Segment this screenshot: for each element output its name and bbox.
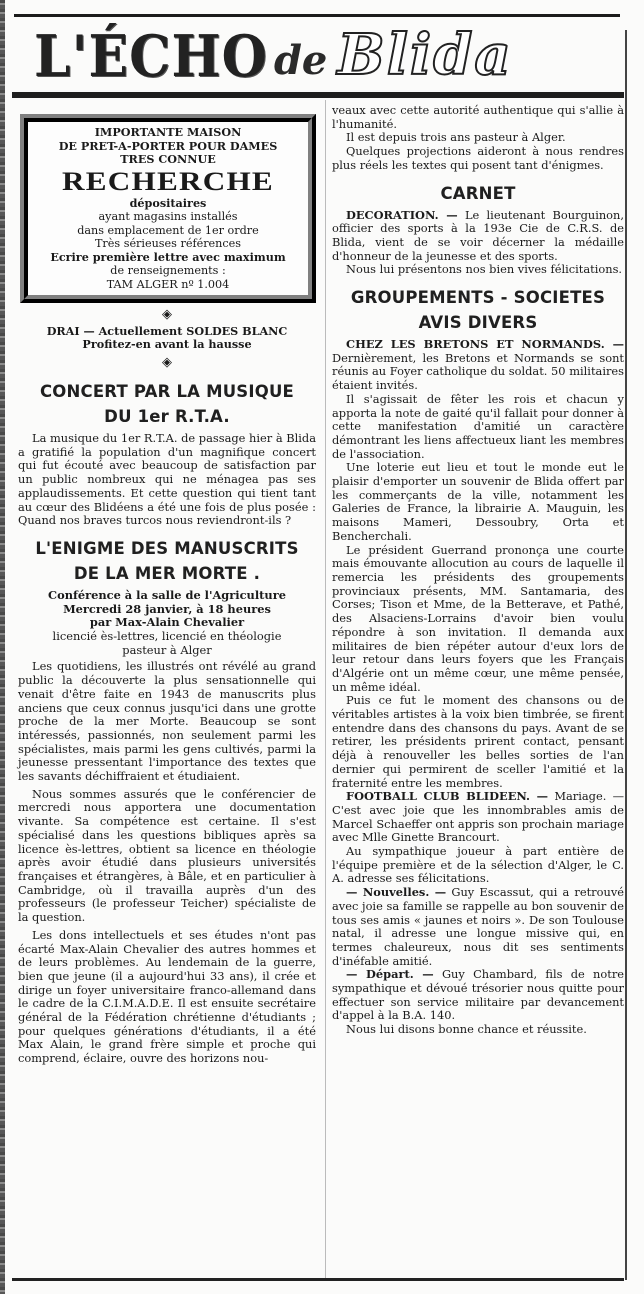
event-info: pasteur à Alger [122,642,212,657]
section-lead: CHEZ LES BRETONS ET NORMANDS. — [346,337,624,352]
paragraph-text: Dernièrement, les Bretons et Normands se sont réunis au Foyer catholique du soldat. 50 militaires étaient invités. [332,350,624,393]
paragraph-text: Le lieutenant Bourguinon, officier des sports à la 193e Cie de C.R.S. de Blida, vient de se voir décerner la médaille d'honneur de la jeunesse et des sports. [332,207,624,263]
event-info: par Max-Alain Chevalier [89,615,245,630]
masthead [14,14,620,91]
diamond-ornament-icon: ◈ [162,355,172,370]
headline-line: DU 1er R.T.A. [104,407,230,426]
ad-line: DE PRET-A-PORTER POUR DAMES [58,138,278,153]
ad-line: Ecrire première lettre avec maximum [50,249,286,264]
masthead-rule [12,92,624,98]
enigme-article [18,660,316,1065]
article-paragraph: Quelques projections aideront à nous rendres plus réels les textes qui posent tant d'énigmes. [332,144,624,172]
ad-line: IMPORTANTE MAISON [94,125,242,139]
event-info: licencié ès-lettres, licencié en théologie [52,629,282,644]
page-border [625,30,627,1280]
enigme-article-continued [332,104,624,173]
ad-line: TRES CONNUE [120,152,216,166]
paragraph-text: Guy Chambard, fils de notre sympathique et dévoué trésorier nous quitte pour effectuer son service militaire par devancement d'appel à la B.A. 140. [332,967,625,1023]
headline-line: CARNET [440,183,516,203]
groupements-headline [332,285,624,335]
article-paragraph [332,209,624,264]
article-paragraph: Une loterie eut lieu et tout le monde eut le plaisir d'emporter un souvenir de Blida offert par les commerçants de la ville, notamment les Galeries de France, la librairie A. Mauguin, les maisons Mameri, Dessoubry, Orta et Bencherchali. [332,460,624,543]
article-paragraph: Au sympathique joueur à part entière de l'équipe première et de la sélection d'Alger, le C. A. adresse ses félicitations. [332,844,624,886]
article-paragraph [332,338,624,393]
section-lead: — Départ. — [346,967,434,982]
concert-article [18,432,316,528]
article-paragraph: Nous lui présentons nos bien vives félicitations. [346,262,623,277]
ad-line: ayant magasins installés [98,210,238,223]
ad-headline: RECHERCHE [62,166,274,196]
article-paragraph: Le président Guerrand prononça une courte mais émouvante allocution au cours de laquelle il remercia les présidents des groupements provinciaux présents, MM. Santamaria, des Corses; Tison et Mme, de la Betterave, et Pathé, des Alsaciens-Lorrains d'avoir bien voulu répondre à son invitation. Il demanda aux militaires de bien répéter autour d'eux lors de leur retour dans leurs foyers que les Français d'Algérie ont un même cœur, une même pensée, un même idéal. [332,542,624,694]
headline-line: GROUPEMENTS - SOCIETES [350,288,606,308]
masthead-title [34,22,513,91]
carnet-article [332,209,624,278]
groupements-article [332,338,624,1037]
event-info: Mercredi 28 janvier, à 18 heures [63,601,271,616]
masthead-echo: L'ÉCHO [34,22,268,91]
enigme-headline [18,536,316,586]
article-paragraph: Il s'agissait de fêter les rois et chacun y apporta la note de gaité qu'il fallait pour donner à cette manifestation d'amitié un caractère démontrant les liens affectueux liant les membres de l'association. [332,391,624,461]
section-lead: — Nouvelles. — [346,885,447,900]
headline-line: DE LA MER MORTE . [73,563,261,583]
promo-line: DRAI — Actuellement SOLDES BLANC [46,324,288,338]
event-info: Conférence à la salle de l'Agriculture [48,587,286,602]
masthead-blida: Blida [337,22,513,88]
ad-line: Très sérieuses références [94,237,242,250]
article-paragraph: veaux avec cette autorité authentique qui s'allie à l'humanité. [332,103,624,131]
article-paragraph: Les quotidiens, les illustrés ont révélé au grand public la découverte la plus sensationnelle qui venait d'être faite en 1943 de manuscrits plus anciens que ceux connus jusqu'ici dans une grotte proche de la mer Morte. Beaucoup se sont intéressés, passionnés, non seulement parmi les spécialistes, mais parmi les gens cultivés, parmi la jeunesse pressentant l'importance des textes que les savants déchiffraient et étudiaient. [18,659,316,784]
headline-line: CONCERT PAR LA MUSIQUE [39,382,295,401]
article-paragraph: Les dons intellectuels et ses études n'ont pas écarté Max-Alain Chevalier des autres hommes et de leurs problèmes. Au lendemain de la guerre, bien que jeune (il a aujourd'hui 33 ans), il crée et dirige un foyer universitaire franco-allemand dans le cadre de la C.I.M.A.D.E. Il est ensuite secrétaire général de la Fédération chrétienne d'étudiants ; pour quelques générations d'étudiants, il a été Max Alain, le grand frère simple et proche qui comprend, éclaire, ouvre des horizons nou- [18,927,316,1066]
article-paragraph: Nous sommes assurés que le conférencier de mercredi nous apportera une documentation vivante. Sa compétence est certaine. Il s'est spécialisé dans les questions bibliques après sa licence ès-lettres, obtient sa licence en théologie après avoir étudié dans plusieurs universités françaises et étrangères, à Bâle, et en particulier à Cambridge, où il travailla auprès d'un des professeurs (le professeur Teicher) spécialiste de la question. [18,786,316,925]
concert-headline [18,379,316,429]
article-paragraph: Il est depuis trois ans pasteur à Alger. [346,130,566,145]
article-paragraph [332,968,624,1023]
masthead-de: de [273,37,328,84]
article-paragraph [332,790,624,845]
ad-line: TAM ALGER nº 1.004 [106,277,230,291]
right-column [332,104,624,1037]
diamond-ornament-icon: ◈ [162,307,172,322]
article-paragraph [332,886,624,968]
ad-line: de renseignements : [110,264,226,277]
ad-line: dépositaires [129,195,207,210]
bottom-rule [12,1278,624,1281]
article-paragraph: Nous lui disons bonne chance et réussite. [346,1022,587,1037]
paragraph-text: Mariage. — C'est avec joie que les innombrables amis de Marcel Schaeffer ont appris son prochain mariage avec Mlle Ginette Brancourt. [332,789,625,845]
article-paragraph: La musique du 1er R.T.A. de passage hier à Blida a gratifié la population d'un magnifique concert qui fut écouté avec beaucoup de satisfaction par un public nombreux qui ne ménagea pas ses applaudissements. Et cette question qui tient tant au cœur des Blidéens a été une fois de plus posée : Quand nos braves turcos nous reviendront-ils ? [18,431,316,528]
column-separator [325,100,326,1280]
paragraph-text: Guy Escassut, qui a retrouvé avec joie sa famille se rappelle au bon souvenir de tous ses amis « jaunes et noirs ». De son Toulouse natal, il adresse une longue missive qui, en termes chaleureux, nous dit ses sentiments d'inéfable amitié. [332,885,624,968]
article-paragraph: Puis ce fut le moment des chansons ou de véritables artistes à la voix bien timbrée, se firent entendre dans des chansons du pays. Avant de se retirer, les présidents prirent contact, pensant déjà à renouveller les belles sorties de l'an dernier qui permirent de sceller l'amitié et la fraternité entre les membres. [332,693,624,790]
advertisement-box [20,114,316,303]
ad-line: dans emplacement de 1er ordre [77,223,259,237]
promo-line: Profitez-en avant la hausse [82,337,252,351]
section-lead: FOOTBALL CLUB BLIDEEN. — [346,789,549,804]
headline-line: AVIS DIVERS [418,313,538,333]
section-lead: DECORATION. — [346,207,458,222]
headline-line: L'ENIGME DES MANUSCRITS [35,538,299,558]
carnet-headline [332,181,624,206]
left-column [18,102,316,1066]
